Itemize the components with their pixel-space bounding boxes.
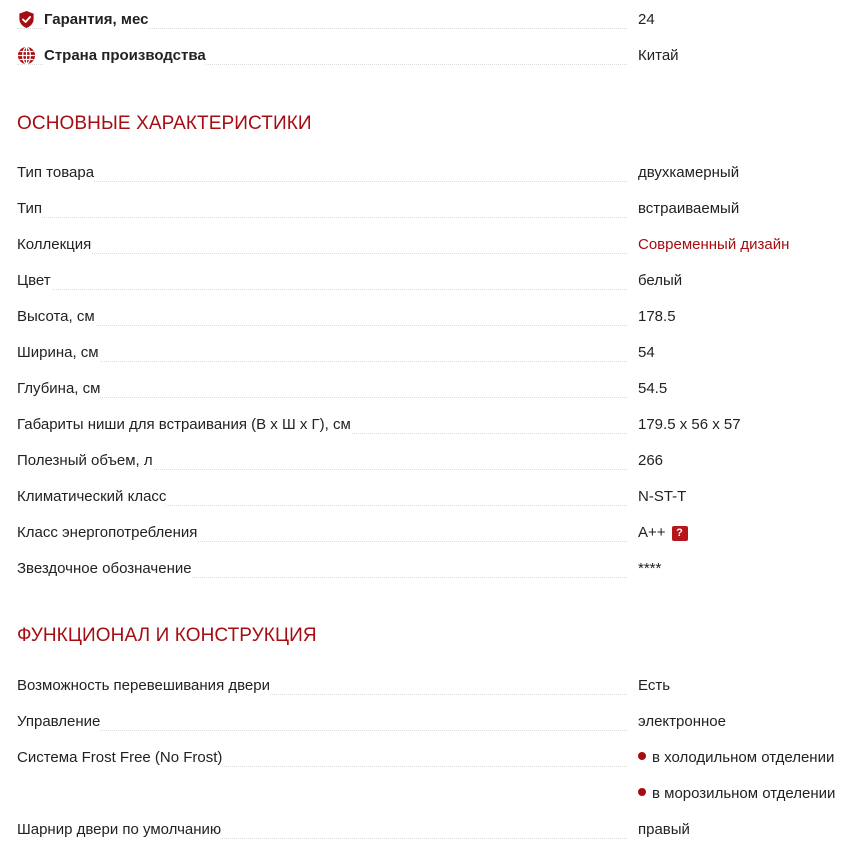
spec-label: Страна производства — [44, 47, 206, 64]
spec-value: N-ST-T — [638, 488, 687, 505]
spec-label: Габариты ниши для встраивания (В x Ш x Г), см — [17, 416, 351, 433]
spec-row-country — [17, 43, 849, 69]
spec-row-continued — [17, 781, 849, 807]
dotted-leader — [17, 253, 627, 254]
spec-label: Класс энергопотребления — [17, 524, 198, 541]
dotted-leader — [17, 217, 627, 218]
globe-icon — [17, 46, 36, 65]
spec-row — [17, 268, 849, 294]
spec-label: Тип товара — [17, 164, 95, 181]
bullet-icon — [638, 752, 646, 760]
spec-row — [17, 484, 849, 510]
spec-label: Глубина, см — [17, 380, 101, 397]
spec-label: Цвет — [17, 272, 51, 289]
spec-row-warranty — [17, 7, 849, 33]
spec-value — [638, 785, 835, 803]
spec-row — [17, 673, 849, 699]
spec-row — [17, 232, 849, 258]
spec-value: 178.5 — [638, 308, 676, 325]
spec-value — [638, 749, 834, 767]
spec-label: Ширина, см — [17, 344, 99, 361]
spec-label: Управление — [17, 713, 101, 730]
spec-label: Система Frost Free (No Frost) — [17, 749, 223, 766]
spec-label: Высота, см — [17, 308, 95, 325]
spec-value-item: в холодильном отделении — [652, 749, 835, 766]
spec-row — [17, 817, 849, 843]
spec-value-wrap — [638, 524, 688, 542]
spec-row — [17, 160, 849, 186]
spec-row — [17, 304, 849, 330]
spec-value: 266 — [638, 452, 664, 469]
spec-value: A++ — [638, 524, 666, 541]
spec-value: Есть — [638, 677, 671, 694]
spec-row — [17, 448, 849, 474]
spec-value: двухкамерный — [638, 164, 740, 181]
spec-row — [17, 556, 849, 582]
spec-label: Гарантия, мес — [44, 11, 149, 28]
section-title-main-specs: ОСНОВНЫЕ ХАРАКТЕРИСТИКИ — [17, 113, 312, 134]
spec-row — [17, 340, 849, 366]
spec-row — [17, 709, 849, 735]
spec-value: встраиваемый — [638, 200, 740, 217]
dotted-leader — [17, 397, 627, 398]
spec-value: 54.5 — [638, 380, 668, 397]
spec-row — [17, 520, 849, 546]
spec-value-item: в морозильном отделении — [652, 785, 836, 802]
spec-value: **** — [638, 560, 662, 577]
shield-check-icon — [17, 10, 36, 29]
collection-link[interactable]: Современный дизайн — [638, 236, 790, 253]
dotted-leader — [17, 361, 627, 362]
spec-row — [17, 196, 849, 222]
bullet-icon — [638, 788, 646, 796]
dotted-leader — [17, 181, 627, 182]
spec-value: 179.5 x 56 x 57 — [638, 416, 741, 433]
spec-label: Тип — [17, 200, 43, 217]
spec-label: Звездочное обозначение — [17, 560, 192, 577]
spec-value: 54 — [638, 344, 655, 361]
spec-label: Коллекция — [17, 236, 92, 253]
help-icon[interactable]: ? — [672, 526, 688, 541]
spec-value: Китай — [638, 47, 679, 64]
spec-label: Полезный объем, л — [17, 452, 153, 469]
section-title-functional: ФУНКЦИОНАЛ И КОНСТРУКЦИЯ — [17, 625, 317, 646]
spec-label: Климатический класс — [17, 488, 167, 505]
spec-value: 24 — [638, 11, 655, 28]
spec-row — [17, 412, 849, 438]
spec-row — [17, 376, 849, 402]
dotted-leader — [17, 289, 627, 290]
spec-label: Возможность перевешивания двери — [17, 677, 270, 694]
spec-value: белый — [638, 272, 683, 289]
spec-label: Шарнир двери по умолчанию — [17, 821, 222, 838]
spec-row — [17, 745, 849, 771]
spec-value: правый — [638, 821, 690, 838]
dotted-leader — [17, 325, 627, 326]
spec-value: электронное — [638, 713, 726, 730]
dotted-leader — [17, 730, 627, 731]
